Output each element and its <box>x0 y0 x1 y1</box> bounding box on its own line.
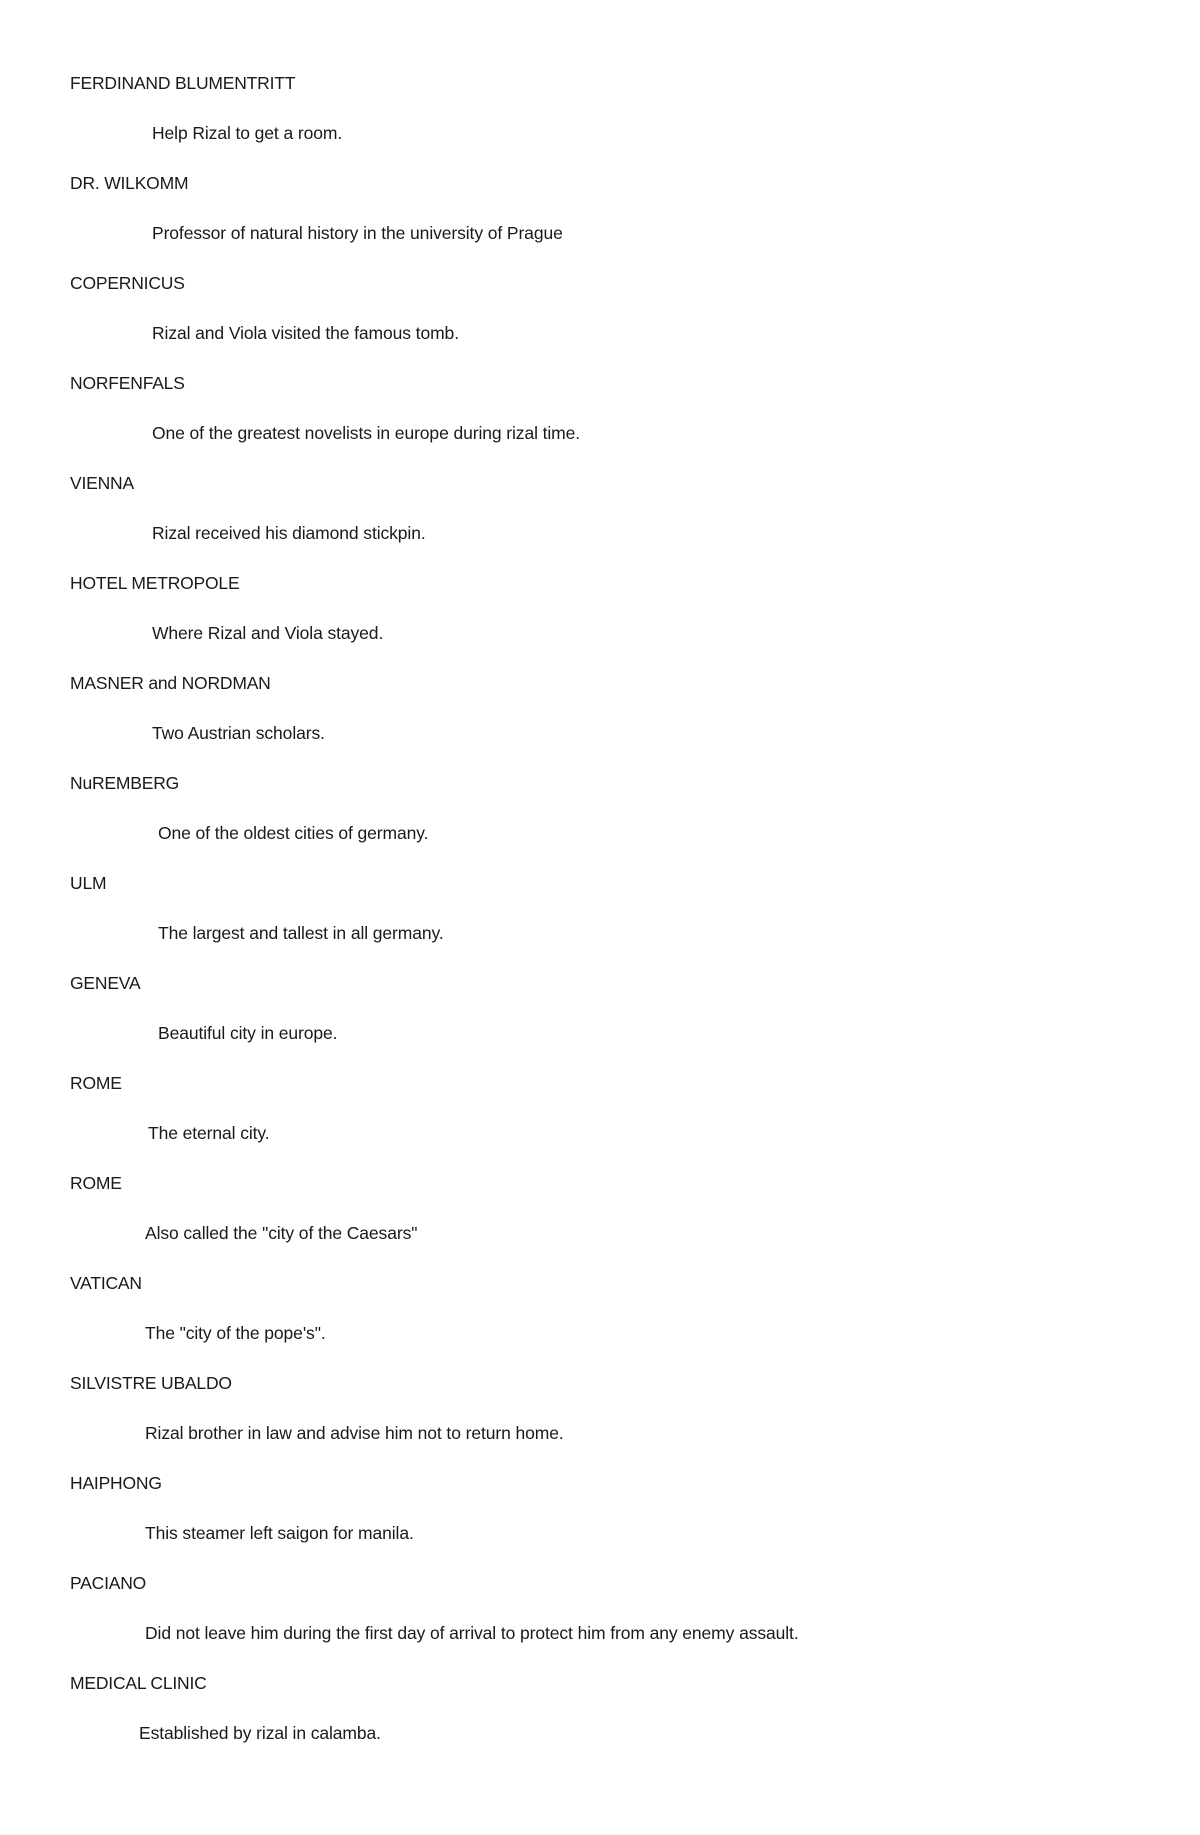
list-item <box>70 1472 799 1572</box>
entry-definition: Two Austrian scholars. <box>152 723 325 743</box>
entry-definition: The "city of the pope's". <box>145 1323 326 1343</box>
entry-definition: One of the greatest novelists in europe during rizal time. <box>152 423 581 443</box>
list-item <box>70 672 799 772</box>
entry-definition: Also called the "city of the Caesars" <box>145 1223 418 1243</box>
entry-definition: Established by rizal in calamba. <box>139 1723 381 1743</box>
list-item <box>70 1272 799 1372</box>
entry-definition: Where Rizal and Viola stayed. <box>152 623 384 643</box>
list-item <box>70 372 799 472</box>
list-item <box>70 1072 799 1172</box>
list-item <box>70 272 799 372</box>
entry-definition: Rizal brother in law and advise him not to return home. <box>145 1423 564 1443</box>
glossary-list <box>70 72 799 1772</box>
list-item <box>70 1572 799 1672</box>
entry-definition: Help Rizal to get a room. <box>152 123 343 143</box>
list-item <box>70 172 799 272</box>
entry-definition: Professor of natural history in the university of Prague <box>152 223 563 243</box>
entry-definition: One of the oldest cities of germany. <box>158 823 429 843</box>
entry-term: NORFENFALS <box>70 373 185 393</box>
list-item <box>70 1372 799 1472</box>
list-item <box>70 1672 799 1772</box>
list-item <box>70 72 799 172</box>
entry-term: MASNER and NORDMAN <box>70 673 271 693</box>
entry-term: MEDICAL CLINIC <box>70 1673 207 1693</box>
list-item <box>70 472 799 572</box>
entry-term: PACIANO <box>70 1573 147 1593</box>
entry-term: HOTEL METROPOLE <box>70 573 240 593</box>
entry-term: HAIPHONG <box>70 1473 162 1493</box>
list-item <box>70 572 799 672</box>
entry-definition: This steamer left saigon for manila. <box>145 1523 414 1543</box>
list-item <box>70 772 799 872</box>
entry-term: VIENNA <box>70 473 134 493</box>
entry-term: ROME <box>70 1073 122 1093</box>
entry-term: VATICAN <box>70 1273 142 1293</box>
entry-term: ROME <box>70 1173 122 1193</box>
entry-term: FERDINAND BLUMENTRITT <box>70 73 296 93</box>
entry-definition: The largest and tallest in all germany. <box>158 923 444 943</box>
entry-term: NuREMBERG <box>70 773 180 793</box>
list-item <box>70 1172 799 1272</box>
entry-term: COPERNICUS <box>70 273 185 293</box>
entry-definition: The eternal city. <box>148 1123 270 1143</box>
entry-term: SILVISTRE UBALDO <box>70 1373 232 1393</box>
entry-definition: Rizal and Viola visited the famous tomb. <box>152 323 459 343</box>
entry-definition: Rizal received his diamond stickpin. <box>152 523 426 543</box>
entry-term: GENEVA <box>70 973 141 993</box>
entry-definition: Beautiful city in europe. <box>158 1023 338 1043</box>
list-item <box>70 972 799 1072</box>
entry-term: DR. WILKOMM <box>70 173 189 193</box>
entry-definition: Did not leave him during the first day of arrival to protect him from any enemy assault. <box>145 1623 799 1643</box>
entry-term: ULM <box>70 873 107 893</box>
list-item <box>70 872 799 972</box>
